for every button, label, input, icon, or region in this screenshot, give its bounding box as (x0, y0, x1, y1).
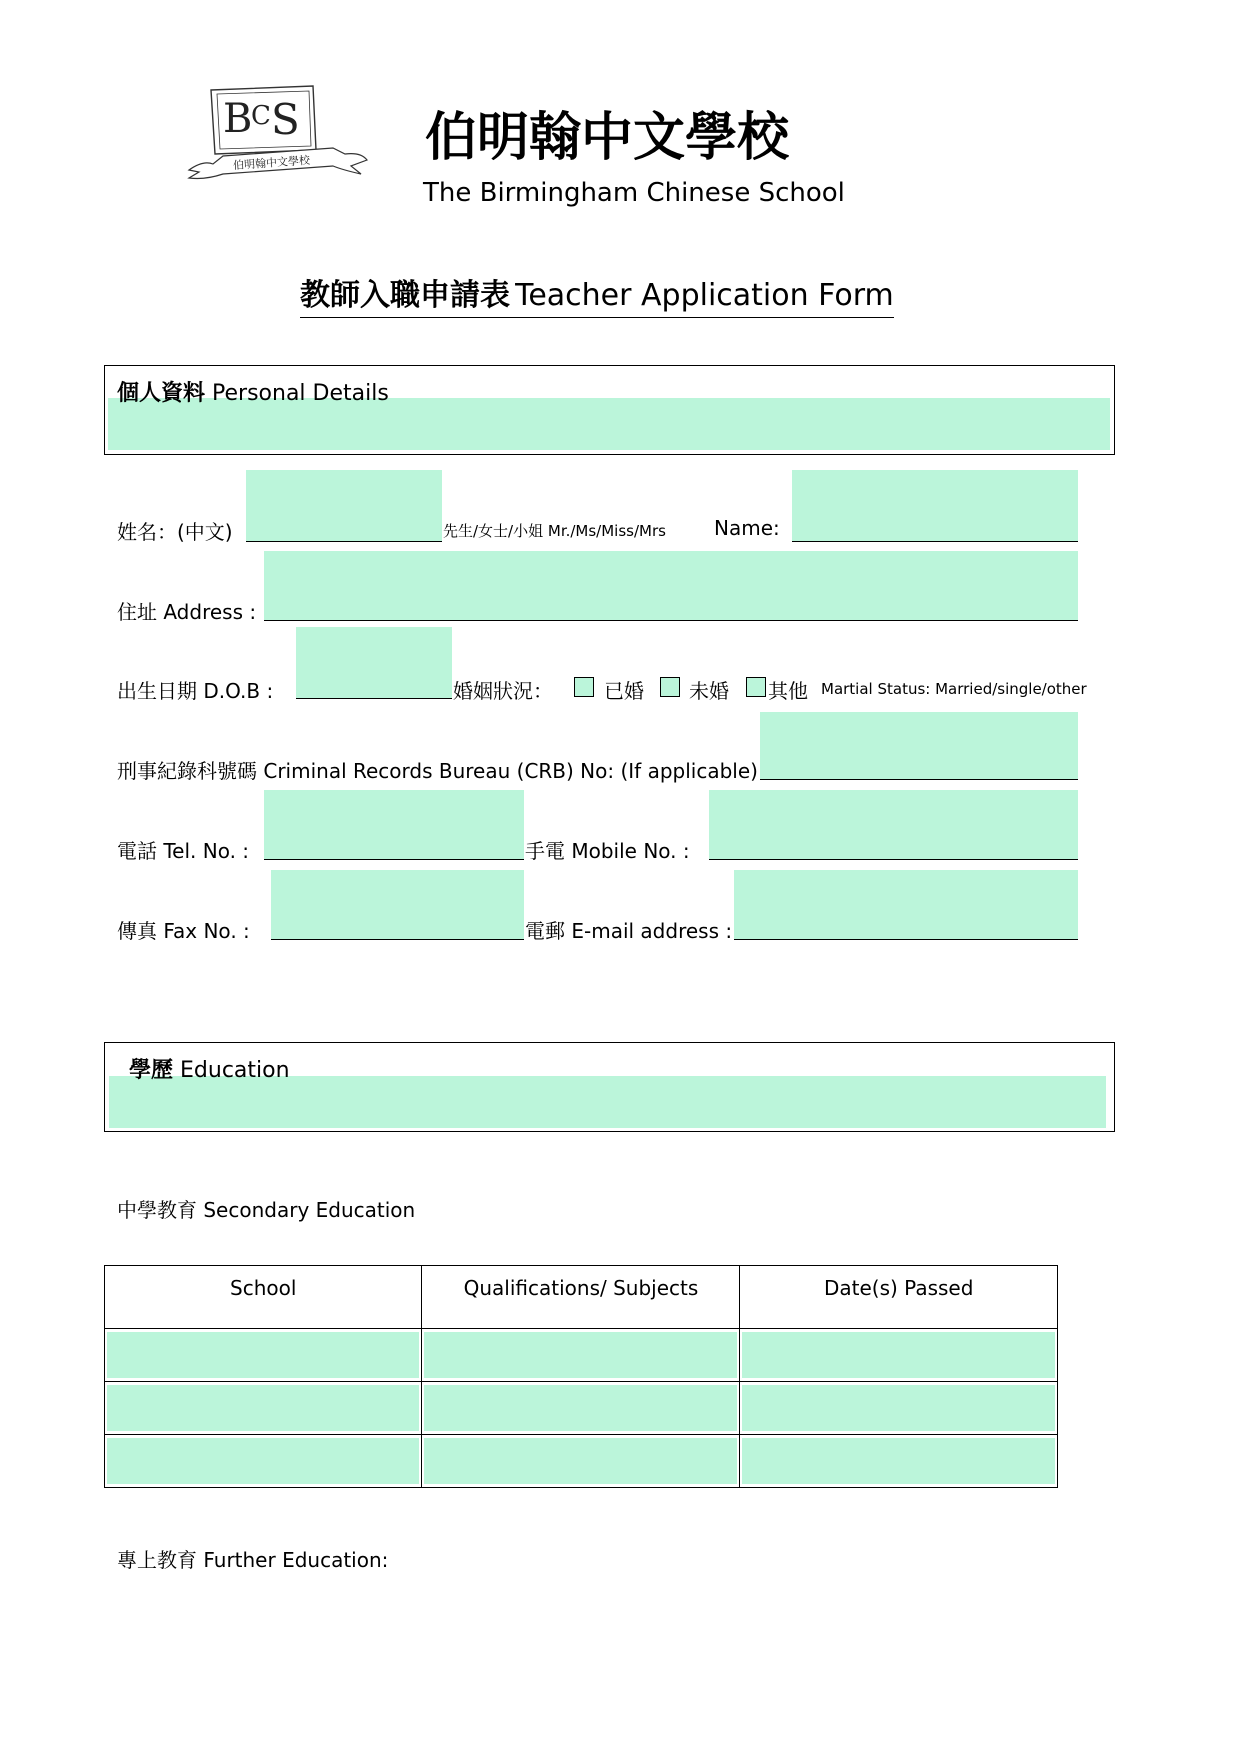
name-en-field[interactable] (792, 470, 1078, 542)
marital-en-label: Martial Status: Married/single/other (821, 680, 1087, 698)
tel-field[interactable] (264, 790, 524, 860)
svg-text:S: S (271, 95, 300, 144)
married-label: 已婚 (604, 679, 644, 703)
fax-field[interactable] (271, 870, 524, 940)
crb-label: 刑事紀錄科號碼 Criminal Records Bureau (CRB) No: (If applicable) (117, 759, 758, 783)
form-title-zh: 教師入職申請表 (300, 278, 510, 313)
school-logo (183, 82, 373, 186)
qualifications-cell[interactable] (424, 1332, 737, 1378)
name-en-underline (792, 541, 1078, 542)
name-zh-label: 姓名：(中文) (117, 520, 233, 544)
single-checkbox[interactable] (660, 677, 680, 697)
table-header-row (105, 1266, 1058, 1329)
address-underline (264, 620, 1078, 621)
svg-text:C: C (251, 101, 271, 131)
dates-cell[interactable] (742, 1332, 1055, 1378)
qualifications-cell[interactable] (424, 1385, 737, 1431)
dob-underline (296, 698, 452, 699)
title-label: 先生/女士/小姐 Mr./Ms/Miss/Mrs (443, 522, 666, 540)
form-title (300, 279, 894, 318)
name-zh-underline (246, 541, 442, 542)
school-cell[interactable] (107, 1385, 419, 1431)
name-en-label: Name: (714, 516, 780, 540)
svg-text:B: B (223, 96, 253, 142)
name-zh-field[interactable] (246, 470, 442, 542)
further-education-label: 專上教育 Further Education: (117, 1548, 389, 1572)
dates-cell[interactable] (742, 1438, 1055, 1484)
school-name-zh: 伯明翰中文學校 (425, 108, 790, 168)
email-label: 電郵 E-mail address : (525, 919, 733, 943)
column-dates: Date(s) Passed (740, 1266, 1058, 1329)
other-label: 其他 (768, 679, 808, 703)
mobile-underline (709, 859, 1078, 860)
personal-details-section (104, 365, 1115, 455)
personal-details-heading: 個人資料 Personal Details (117, 381, 389, 406)
mobile-field[interactable] (709, 790, 1078, 860)
marital-label: 婚姻狀況： (453, 679, 553, 703)
school-name-en: The Birmingham Chinese School (423, 178, 845, 208)
mobile-label: 手電 Mobile No. : (525, 839, 690, 863)
education-section (104, 1042, 1115, 1132)
dates-cell[interactable] (742, 1385, 1055, 1431)
table-row (105, 1435, 1058, 1488)
tel-label: 電話 Tel. No. : (117, 839, 250, 863)
education-heading: 學歷 Education (129, 1058, 290, 1083)
logo-ribbon-text: 伯明翰中文學校 (232, 153, 311, 173)
column-qualifications: Qualifications/ Subjects (422, 1266, 740, 1329)
crb-field[interactable] (760, 712, 1078, 780)
address-field[interactable] (264, 551, 1078, 621)
email-underline (734, 939, 1078, 940)
dob-field[interactable] (296, 627, 452, 699)
secondary-education-label: 中學教育 Secondary Education (117, 1198, 416, 1222)
secondary-education-table (104, 1265, 1058, 1488)
form-title-en: Teacher Application Form (515, 278, 894, 313)
crb-underline (760, 779, 1078, 780)
table-row (105, 1382, 1058, 1435)
other-checkbox[interactable] (746, 677, 766, 697)
column-school: School (105, 1266, 422, 1329)
fax-label: 傳真 Fax No. : (117, 919, 250, 943)
single-label: 未婚 (689, 679, 729, 703)
email-field[interactable] (734, 870, 1078, 940)
school-cell[interactable] (107, 1438, 419, 1484)
qualifications-cell[interactable] (424, 1438, 737, 1484)
tel-underline (264, 859, 524, 860)
address-label: 住址 Address : (117, 600, 257, 624)
fax-underline (271, 939, 524, 940)
table-row (105, 1329, 1058, 1382)
school-cell[interactable] (107, 1332, 419, 1378)
married-checkbox[interactable] (574, 677, 594, 697)
dob-label: 出生日期 D.O.B : (117, 679, 274, 703)
